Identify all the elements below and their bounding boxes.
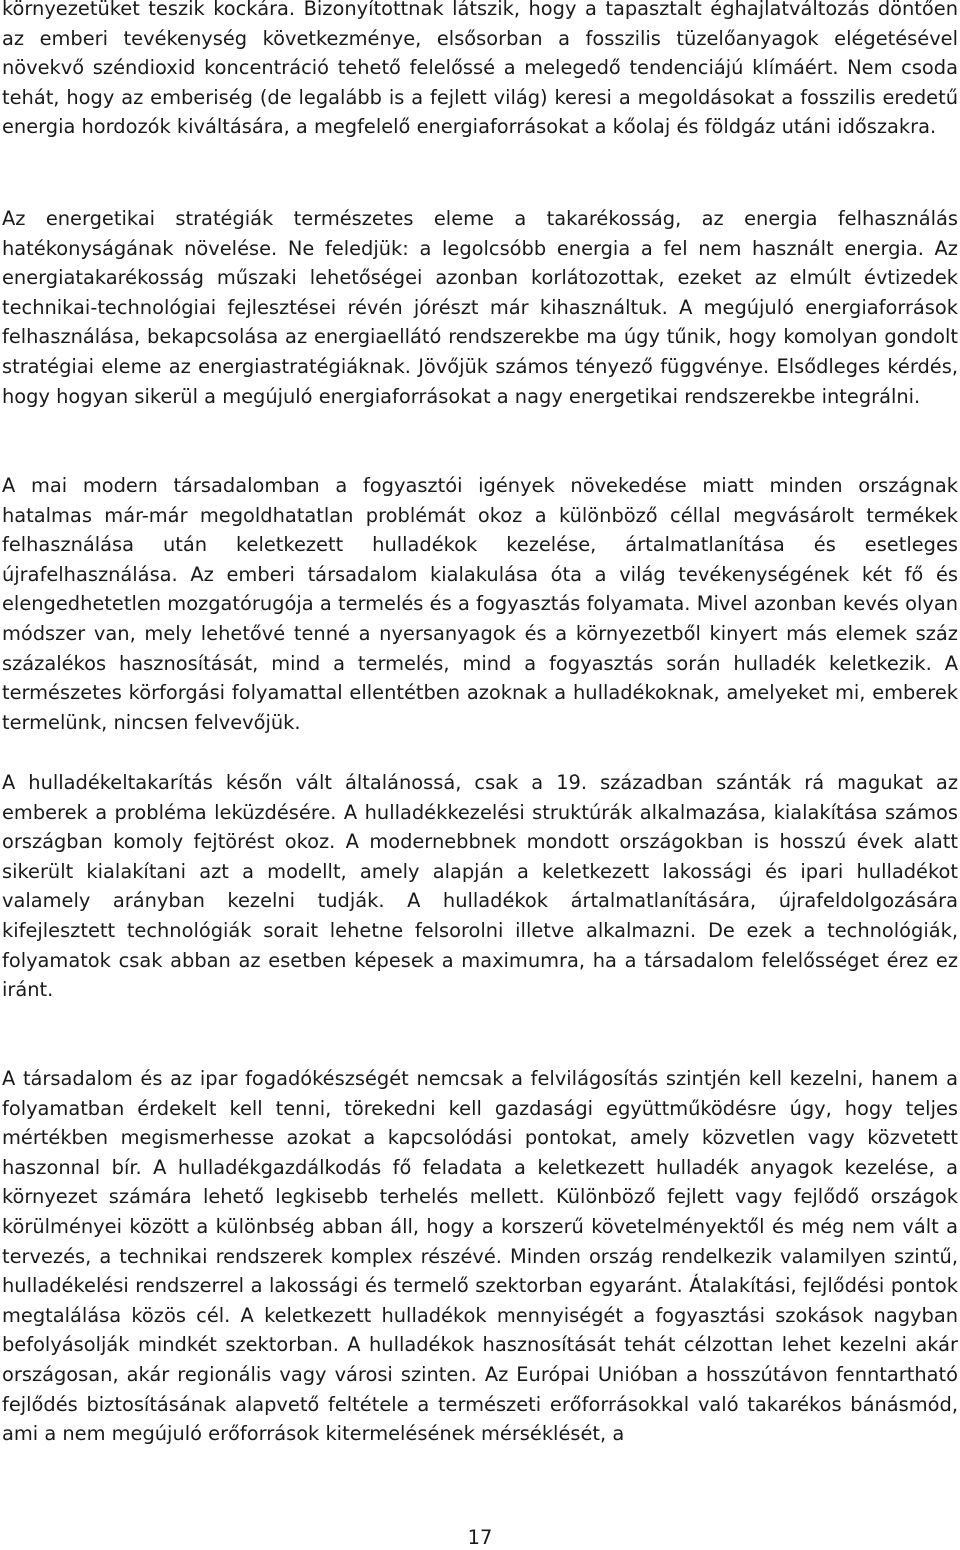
paragraph-4: A hulladékeltakarítás későn vált általánossá, csak a 19. században szánták rá magukat az emberek a probléma leküzdésére. A hulladékkezelési struktúrák alkalmazása, kialakítása számos országban komoly fejtörést okoz. A modernebbnek mondott országokban is hosszú évek alatt sikerült kialakítani azt a modellt, amely alapján a keletkezett lakossági és ipari hulladékot valamely arányban kezelni tudják. A hulladékok ártalmatlanítására, újrafeldolgozására kifejlesztett technológiák sorait lehetne felsorolni illetve alkalmazni. De ezek a technológiák, folyamatok csak abban az esetben képesek a maximumra, ha a társadalom felelősséget érez ez iránt.	[2, 771, 958, 1002]
paragraph-5: A társadalom és az ipar fogadókészségét nemcsak a felvilágosítás szintjén kell kezelni, hanem a folyamatban érdekelt kell tenni, törekedni kell gazdasági együttműködésre úgy, hogy teljes mértékben megismerhesse azokat a kapcsolódási pontokat, amely közvetlen vagy közvetett haszonnal bír. A hulladékgazdálkodás fő feladata a keletkezett hulladék anyagok kezelése, a környezet számára lehető legkisebb terhelés mellett. Különböző fejlett vagy fejlődő országok körülményei között a különbség abban áll, hogy a korszerű követelményektől és még nem vált a tervezés, a technikai rendszerek komplex részévé. Minden ország rendelkezik valamilyen szintű, hulladékelési rendszerrel a lakossági és termelő szektorban egyaránt. Átalakítási, fejlődési pontok megtalálása közös cél. A keletkezett hulladékok mennyiségét a fogyasztási szokások nagyban befolyásolják mindkét szektorban. A hulladékok hasznosítását tehát célzottan lehet kezelni akár országosan, akár regionális vagy városi szinten. Az Európai Unióban a hosszútávon fenntartható fejlődés biztosításának alapvető feltétele a természeti erőforrásokkal való takarékos bánásmód, ami a nem megújuló erőforrások kitermelésének mérséklését, a	[2, 1067, 958, 1446]
paragraph-2: Az energetikai stratégiák természetes eleme a takarékosság, az energia felhasználás hatékonyságának növelése. Ne feledjük: a legolcsóbb energia a fel nem használt energia. Az energiatakarékosság műszaki lehetőségei azonban korlátozottak, ezeket az elmúlt évtizedek technikai-technológiai fejlesztései révén jórészt már kihasználtuk. A megújuló energiaforrások felhasználása, bekapcsolása az energiaellátó rendszerekbe ma úgy tűnik, hogy komolyan gondolt stratégiai eleme az energiastratégiáknak. Jövőjük számos tényező függvénye. Elsődleges kérdés, hogy hogyan sikerül a megújuló energiaforrásokat a nagy energetikai rendszerekbe integrálni.	[2, 207, 958, 408]
paragraph-1: környezetüket teszik kockára. Bizonyítottnak látszik, hogy a tapasztalt éghajlatváltozás döntően az emberi tevékenység következménye, elsősorban a fosszilis tüzelőanyagok elégetésével növekvő széndioxid koncentráció tehető felelőssé a melegedő tendenciájú klímáért. Nem csoda tehát, hogy az emberiség (de legalább is a fejlett világ) keresi a megoldásokat a fosszilis eredetű energia hordozók kiváltására, a megfelelő energiaforrásokat a kőolaj és földgáz utáni időszakra.	[2, 0, 958, 139]
page-number: 17	[467, 1526, 493, 1549]
paragraph-3: A mai modern társadalomban a fogyasztói igények növekedése miatt minden országnak hatalmas már-már megoldhatatlan problémát okoz a különböző céllal megvásárolt termékek felhasználása után keletkezett hulladékok kezelése, ártalmatlanítása és esetleges újrafelhasználása. Az emberi társadalom kialakulása óta a világ tevékenységének két fő és elengedhetetlen mozgatórugója a termelés és a fogyasztás folyamata. Mivel azonban kevés olyan módszer van, mely lehetővé tenné a nyersanyagok és a környezetből kinyert más elemek száz százalékos hasznosítását, mind a termelés, mind a fogyasztás során hulladék keletkezik. A természetes körforgási folyamattal ellentétben azoknak a hulladékoknak, amelyeket mi, emberek termelünk, nincsen felvevőjük.	[2, 474, 958, 734]
